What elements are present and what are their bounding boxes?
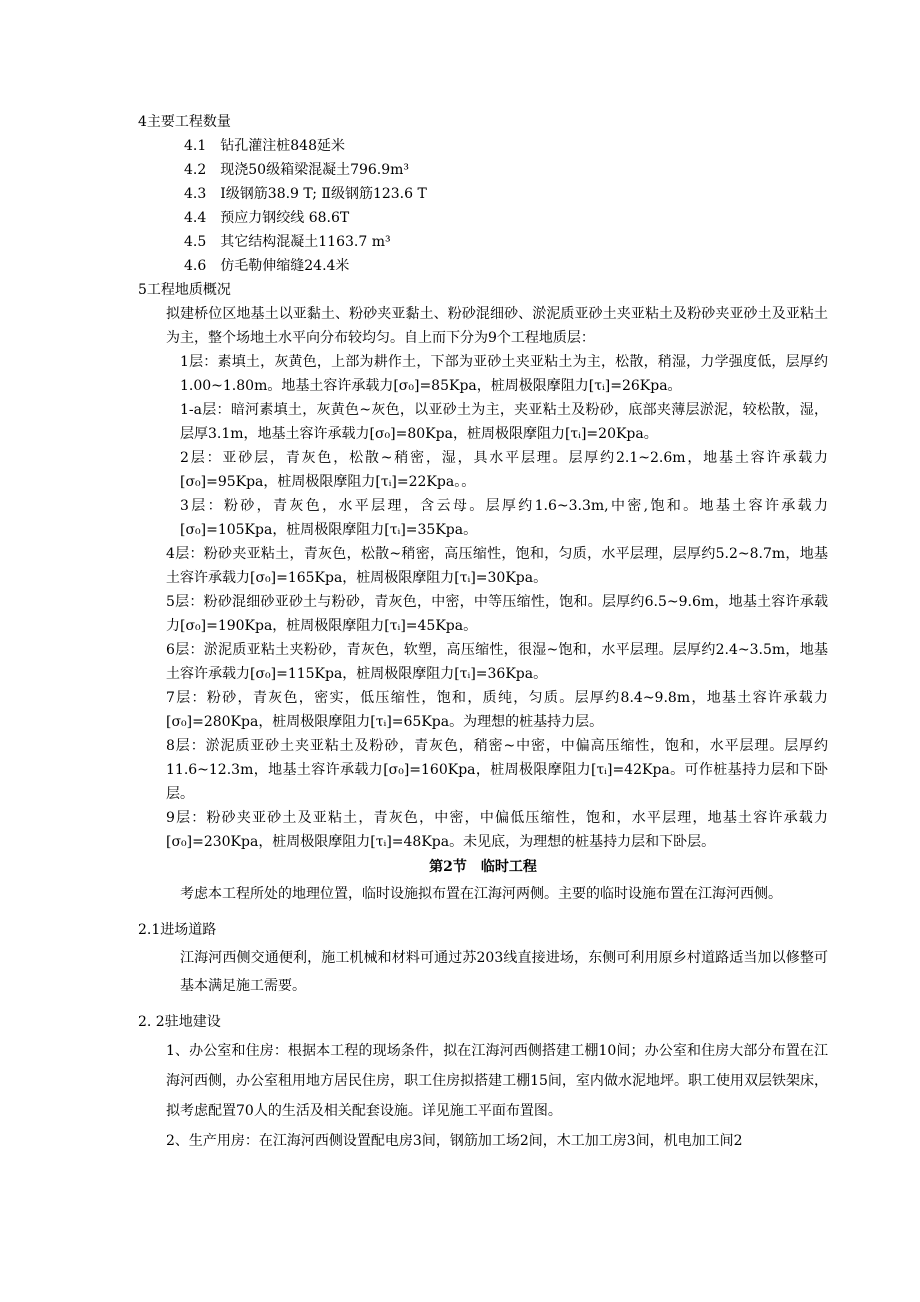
quantity-item: 4.1 钻孔灌注桩848延米 [184, 138, 345, 154]
geology-layer: 5层：粉砂混细砂亚砂土与粉砂，青灰色，中密，中等压缩性，饱和。层厚约6.5~9.6m，地基土容许承载力[σ₀]=190Kpa，桩周极限摩阻力[τᵢ]=45Kpa。 [166, 594, 828, 634]
geology-layer: 6层：淤泥质亚粘土夹粉砂，青灰色，软塑，高压缩性，很湿~饱和，水平层理。层厚约2.4~3.5m，地基土容许承载力[σ₀]=115Kpa，桩周极限摩阻力[τᵢ]=36Kpa。 [166, 642, 828, 682]
geology-layer: 1层：素填土，灰黄色，上部为耕作土，下部为亚砂土夹亚粘土为主，松散，稍湿，力学强度低，层厚约1.00~1.80m。地基土容许承载力[σ₀]=85Kpa，桩周极限摩阻力[τᵢ]=26Kpa。 [180, 354, 828, 394]
production-room-text: 2、生产用房：在江海河西侧设置配电房3间，钢筋加工场2间，木工加工房3间，机电加工间2 [166, 1133, 743, 1149]
quantity-item: 4.3 Ⅰ级钢筋38.9 T; Ⅱ级钢筋123.6 T [184, 186, 427, 202]
temp-works-intro: 考虑本工程所处的地理位置，临时设施拟布置在江海河两侧。主要的临时设施布置在江海河西侧。 [180, 886, 782, 902]
quantity-item: 4.4 预应力钢绞线 68.6T [184, 210, 350, 226]
office-housing-text: 1、办公室和住房：根据本工程的现场条件，拟在江海河西侧搭建工棚10间；办公室和住房大部分布置在江海河西侧，办公室租用地方居民住房，职工住房拟搭建工棚15间，室内做水泥地坪。职工使用双层铁架床，拟考虑配置70人的生活及相关配套设施。详见施工平面布置图。 [166, 1043, 828, 1119]
quantity-item: 4.5 其它结构混凝土1163.7 m³ [184, 234, 391, 250]
section-5-heading: 5工程地质概况 [138, 282, 231, 298]
subsection-heading: 2.1进场道路 [138, 922, 217, 938]
document-page [138, 110, 828, 1156]
geology-layer: 8层：淤泥质亚砂土夹亚粘土及粉砂，青灰色，稍密~中密，中偏高压缩性，饱和，水平层理。层厚约11.6~12.3m，地基土容许承载力[σ₀]=160Kpa，桩周极限摩阻力[τᵢ]=42Kpa。可作桩基持力层和下卧层。 [166, 738, 828, 802]
section-4-heading: 4主要工程数量 [138, 114, 231, 130]
geology-layer: 9层：粉砂夹亚砂土及亚粘土，青灰色，中密，中偏低压缩性，饱和，水平层理，地基土容许承载力[σ₀]=230Kpa，桩周极限摩阻力[τᵢ]=48Kpa。未见底，为理想的桩基持力层和下卧层。 [166, 810, 828, 850]
subsection-heading: 2. 2驻地建设 [138, 1014, 221, 1030]
quantity-item: 4.6 仿毛勒伸缩缝24.4米 [184, 258, 350, 274]
quantity-item: 4.2 现浇50级箱梁混凝土796.9m³ [184, 162, 410, 178]
geology-layer: 4层：粉砂夹亚粘土，青灰色，松散~稍密，高压缩性，饱和，匀质，水平层理，层厚约5.2~8.7m，地基土容许承载力[σ₀]=165Kpa，桩周极限摩阻力[τᵢ]=30Kpa。 [166, 546, 828, 586]
geology-layer: 7层：粉砂，青灰色，密实，低压缩性，饱和，质纯，匀质。层厚约8.4~9.8m，地基土容许承载力[σ₀]=280Kpa，桩周极限摩阻力[τᵢ]=65Kpa。为理想的桩基持力层。 [166, 690, 828, 730]
access-road-text: 江海河西侧交通便利，施工机械和材料可通过苏203线直接进场，东侧可利用原乡村道路适当加以修整可基本满足施工需要。 [180, 950, 828, 994]
geology-intro: 拟建桥位区地基土以亚黏土、粉砂夹亚黏土、粉砂混细砂、淤泥质亚砂土夹亚粘土及粉砂夹亚砂土及亚粘土为主，整个场地土水平向分布较均匀。自上而下分为9个工程地质层： [166, 306, 828, 346]
geology-layer: 2层：亚砂层，青灰色，松散~稍密，湿，具水平层理。层厚约2.1~2.6m，地基土容许承载力[σ₀]=95Kpa，桩周极限摩阻力[τᵢ]=22Kpa。。 [180, 450, 828, 490]
geology-layer: 1-a层：暗河素填土，灰黄色~灰色，以亚砂土为主，夹亚粘土及粉砂，底部夹薄层淤泥，较松散，湿，层厚3.1m，地基土容许承载力[σ₀]=80Kpa，桩周极限摩阻力[τᵢ]=20Kpa。 [180, 402, 828, 442]
geology-layer: 3层：粉砂，青灰色，水平层理，含云母。层厚约1.6~3.3m,中密,饱和。地基土容许承载力[σ₀]=105Kpa，桩周极限摩阻力[τᵢ]=35Kpa。 [180, 498, 828, 538]
section-title: 第2节 临时工程 [429, 859, 537, 875]
